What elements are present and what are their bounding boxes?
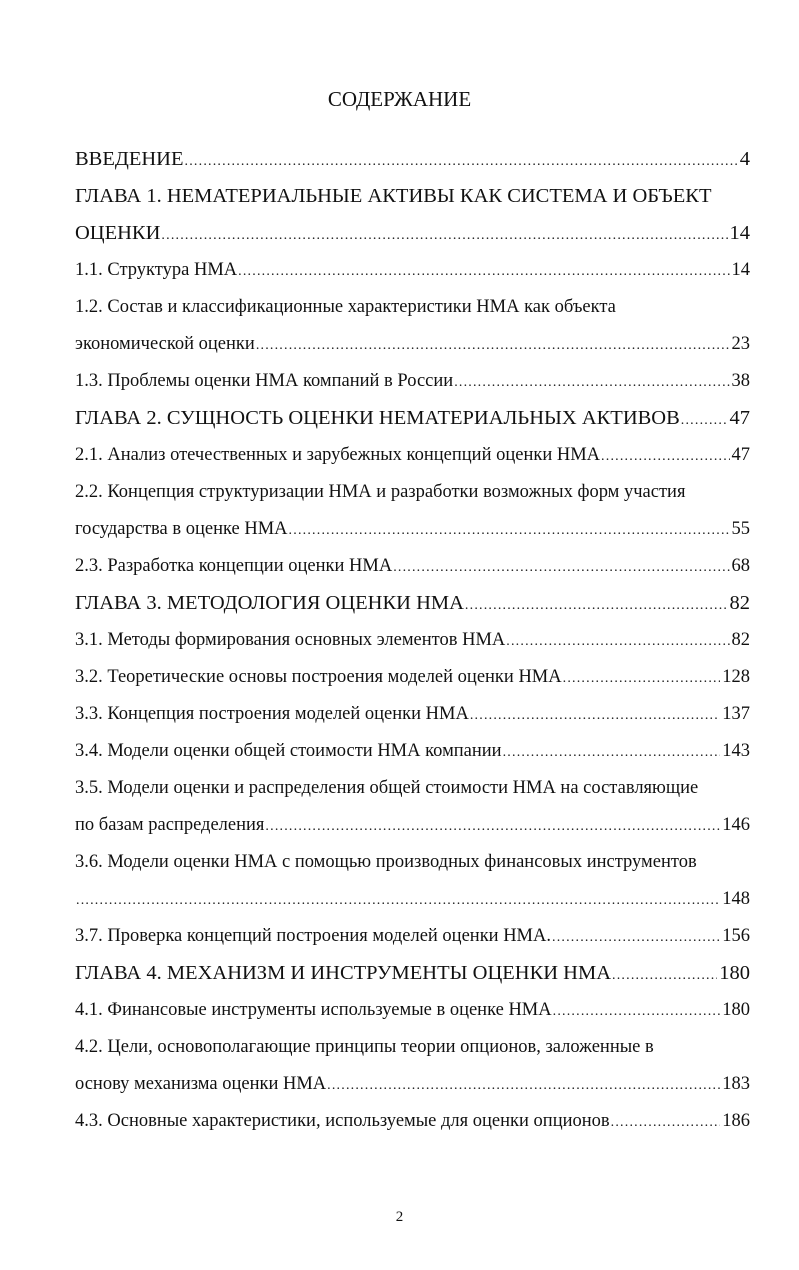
toc-entry-title: 4.2. Цели, основополагающие принципы теории опционов, заложенные в — [75, 1037, 654, 1057]
dot-leader — [265, 814, 720, 840]
dot-leader — [611, 1110, 721, 1136]
toc-entry-page: 47 — [729, 407, 750, 429]
toc-entry-title: 3.3. Концепция построения моделей оценки НМА — [75, 704, 469, 724]
toc-entry-page: 183 — [722, 1074, 750, 1094]
toc-entry-chapter-4 — [75, 960, 750, 997]
toc-entry-title: ГЛАВА 2. СУЩНОСТЬ ОЦЕНКИ НЕМАТЕРИАЛЬНЫХ АКТИВОВ — [75, 407, 680, 429]
toc-entry-title: 3.7. Проверка концепций построения моделей оценки НМА. — [75, 926, 551, 946]
dot-leader — [601, 444, 729, 470]
page-title: СОДЕРЖАНИЕ — [327, 87, 472, 111]
toc-entry-1-3 — [75, 368, 750, 405]
toc-entry-title: 2.1. Анализ отечественных и зарубежных концепций оценки НМА — [75, 445, 601, 465]
toc-entry-page: 146 — [722, 815, 750, 835]
toc-entry-1-2-continued — [75, 331, 750, 368]
toc-entry-chapter-3 — [75, 590, 750, 627]
toc-entry-title: 3.5. Модели оценки и распределения общей стоимости НМА на составляющие — [75, 778, 699, 798]
toc-entry-4-3 — [75, 1108, 750, 1145]
toc-entry-1-1 — [75, 257, 750, 294]
toc-entry-page: 23 — [731, 334, 750, 354]
toc-entry-chapter-2 — [75, 405, 750, 442]
toc-entry-page: 82 — [731, 630, 750, 650]
toc-entry-page: 55 — [731, 519, 750, 539]
toc-entry-page: 186 — [722, 1111, 750, 1131]
toc-entry-title: 3.1. Методы формирования основных элементов НМА — [75, 630, 506, 650]
dot-leader — [612, 963, 717, 989]
toc-entry-title: ГЛАВА 1. НЕМАТЕРИАЛЬНЫЕ АКТИВЫ КАК СИСТЕМА И ОБЪЕКТ — [75, 185, 712, 207]
toc-entry-page: 14 — [729, 222, 750, 244]
table-of-contents — [75, 146, 750, 1145]
dot-leader — [327, 1073, 720, 1099]
toc-entry-title: ГЛАВА 3. МЕТОДОЛОГИЯ ОЦЕНКИ НМА — [75, 592, 464, 614]
toc-entry-3-1 — [75, 627, 750, 664]
dot-leader — [563, 666, 721, 692]
toc-entry-title: 3.4. Модели оценки общей стоимости НМА компании — [75, 741, 502, 761]
toc-entry-title: государства в оценке НМА — [75, 519, 288, 539]
dot-leader — [161, 223, 727, 249]
toc-entry-title: 1.1. Структура НМА — [75, 260, 238, 280]
toc-entry-page: 128 — [722, 667, 750, 687]
toc-entry-page: 14 — [731, 260, 750, 280]
toc-entry-title: 2.3. Разработка концепции оценки НМА — [75, 556, 393, 576]
toc-entry-2-2-continued — [75, 516, 750, 553]
toc-entry-page: 47 — [731, 445, 750, 465]
toc-entry-title: ГЛАВА 4. МЕХАНИЗМ И ИНСТРУМЕНТЫ ОЦЕНКИ НМА — [75, 962, 612, 984]
dot-leader — [506, 629, 729, 655]
toc-entry-title: 4.3. Основные характеристики, используемые для оценки опционов — [75, 1111, 610, 1131]
toc-entry-page: 82 — [729, 592, 750, 614]
dot-leader — [454, 370, 729, 396]
dot-leader — [503, 740, 721, 766]
toc-entry-2-2 — [75, 479, 750, 516]
toc-entry-4-2 — [75, 1034, 750, 1071]
toc-entry-chapter-1 — [75, 183, 750, 220]
toc-entry-3-6 — [75, 849, 750, 886]
toc-entry-title: 4.1. Финансовые инструменты используемые в оценке НМА — [75, 1000, 552, 1020]
dot-leader — [256, 333, 730, 359]
toc-entry-page: 180 — [722, 1000, 750, 1020]
toc-entry-page: 180 — [719, 962, 750, 984]
dot-leader — [681, 408, 728, 434]
toc-entry-page: 143 — [722, 741, 750, 761]
dot-leader — [470, 703, 720, 729]
toc-entry-page: 4 — [739, 148, 750, 170]
toc-entry-title: ВВЕДЕНИЕ — [75, 148, 184, 170]
toc-entry-title: 2.2. Концепция структуризации НМА и разработки возможных форм участия — [75, 482, 686, 502]
toc-entry-3-4 — [75, 738, 750, 775]
toc-entry-3-7 — [75, 923, 750, 960]
toc-entry-title: ОЦЕНКИ — [75, 222, 161, 244]
toc-entry-title: основу механизма оценки НМА — [75, 1074, 327, 1094]
page-number: 2 — [395, 1209, 404, 1225]
toc-entry-introduction — [75, 146, 750, 183]
toc-entry-3-5 — [75, 775, 750, 812]
toc-entry-3-6-continued — [75, 886, 750, 923]
toc-entry-title: 1.3. Проблемы оценки НМА компаний в России — [75, 371, 454, 391]
toc-entry-4-2-continued — [75, 1071, 750, 1108]
dot-leader — [289, 518, 730, 544]
toc-entry-title: по базам распределения — [75, 815, 265, 835]
toc-entry-title: экономической оценки — [75, 334, 255, 354]
dot-leader — [238, 259, 729, 285]
toc-entry-2-1 — [75, 442, 750, 479]
dot-leader — [76, 888, 720, 914]
toc-entry-page: 156 — [722, 926, 750, 946]
toc-entry-3-2 — [75, 664, 750, 701]
dot-leader — [552, 925, 720, 951]
toc-entry-page: 38 — [731, 371, 750, 391]
dot-leader — [393, 555, 729, 581]
dot-leader — [465, 593, 728, 619]
toc-entry-3-3 — [75, 701, 750, 738]
dot-leader — [553, 999, 721, 1025]
toc-entry-title: 3.6. Модели оценки НМА с помощью производных финансовых инструментов — [75, 852, 697, 872]
toc-entry-title: 3.2. Теоретические основы построения моделей оценки НМА — [75, 667, 562, 687]
toc-entry-page: 137 — [722, 704, 750, 724]
toc-entry-2-3 — [75, 553, 750, 590]
toc-entry-page: 68 — [731, 556, 750, 576]
dot-leader — [185, 149, 738, 175]
toc-entry-chapter-1-continued — [75, 220, 750, 257]
toc-entry-1-2 — [75, 294, 750, 331]
toc-entry-3-5-continued — [75, 812, 750, 849]
toc-entry-title: 1.2. Состав и классификационные характеристики НМА как объекта — [75, 297, 616, 317]
toc-entry-4-1 — [75, 997, 750, 1034]
toc-entry-page: 148 — [722, 889, 750, 909]
